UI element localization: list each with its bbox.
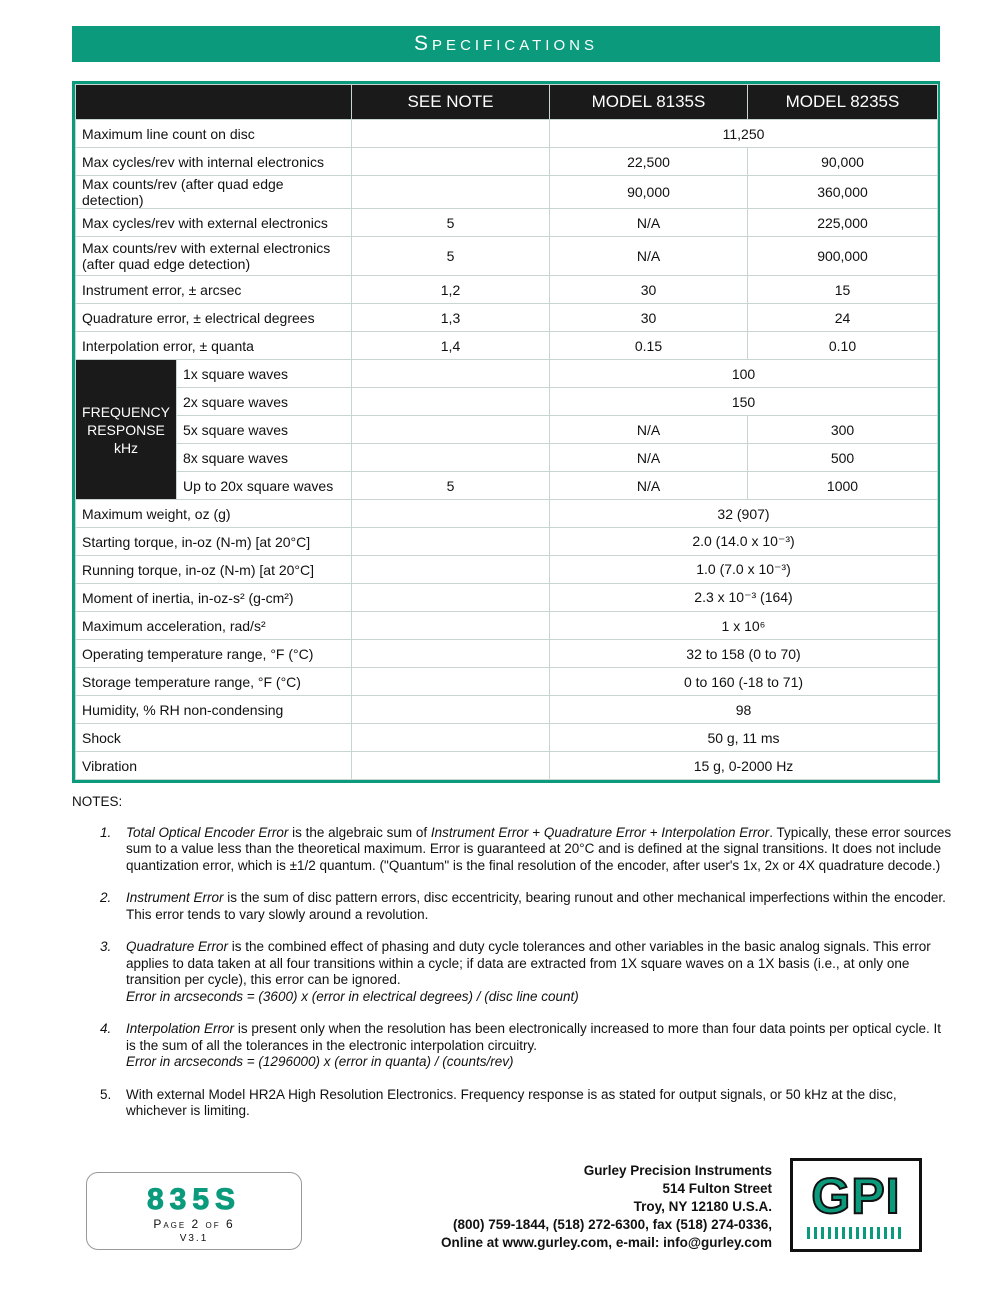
row-note: 5	[352, 209, 550, 237]
row-value-both-models: 15 g, 0-2000 Hz	[550, 752, 938, 780]
notes-section	[72, 794, 952, 1136]
row-note: 1,2	[352, 276, 550, 304]
row-value-both-models: 32 to 158 (0 to 70)	[550, 640, 938, 668]
row-value-both-models: 1 x 10⁶	[550, 612, 938, 640]
row-value-both-models: 2.3 x 10⁻³ (164)	[550, 584, 938, 612]
row-value-both-models: 2.0 (14.0 x 10⁻³)	[550, 528, 938, 556]
note-2	[100, 890, 952, 923]
table-row	[76, 444, 938, 472]
note-number: 3.	[100, 939, 112, 954]
row-note	[352, 120, 550, 148]
row-label: Quadrature error, ± electrical degrees	[76, 304, 352, 332]
row-note	[352, 584, 550, 612]
table-row	[76, 472, 938, 500]
table-row	[76, 304, 938, 332]
row-note	[352, 752, 550, 780]
row-label: Operating temperature range, °F (°C)	[76, 640, 352, 668]
row-label: Running torque, in-oz (N-m) [at 20°C]	[76, 556, 352, 584]
row-value-model-8235s: 300	[748, 416, 938, 444]
row-note	[352, 416, 550, 444]
note-number: 5.	[100, 1086, 112, 1102]
note-1	[100, 825, 952, 875]
table-row	[76, 612, 938, 640]
note-3	[100, 939, 952, 1005]
note-text	[126, 1021, 952, 1071]
note-number: 4.	[100, 1021, 112, 1036]
logo-text: GPI	[811, 1168, 901, 1224]
table-header-row	[76, 85, 938, 120]
row-note	[352, 724, 550, 752]
row-note: 1,4	[352, 332, 550, 360]
table-row	[76, 724, 938, 752]
note-formula: Error in arcseconds = (1296000) x (error in quanta) / (counts/rev)	[126, 1054, 514, 1069]
table-row	[76, 148, 938, 176]
note-term: Interpolation Error	[126, 1021, 235, 1036]
row-value-model-8235s: 360,000	[748, 176, 938, 209]
table-row	[76, 332, 938, 360]
row-value-both-models: 32 (907)	[550, 500, 938, 528]
phone-line: (800) 759-1844, (518) 272-6300, fax (518) 274-0336,	[453, 1217, 772, 1232]
header-see-note: SEE NOTE	[352, 85, 550, 120]
row-value-model-8235s: 900,000	[748, 237, 938, 276]
note-formula: Error in arcseconds = (3600) x (error in electrical degrees) / (disc line count)	[126, 988, 579, 1004]
table-row	[76, 556, 938, 584]
row-value-model-8135s: 22,500	[550, 148, 748, 176]
row-value-both-models: 50 g, 11 ms	[550, 724, 938, 752]
row-label: Interpolation error, ± quanta	[76, 332, 352, 360]
row-note	[352, 176, 550, 209]
note-term: Instrument Error	[126, 890, 224, 905]
note-number: 2.	[100, 890, 112, 905]
row-label: Maximum weight, oz (g)	[76, 500, 352, 528]
city-address: Troy, NY 12180 U.S.A.	[633, 1199, 772, 1214]
row-value-model-8235s: 90,000	[748, 148, 938, 176]
note-body: is the algebraic sum of	[288, 824, 431, 840]
model-badge	[86, 1172, 302, 1250]
note-text	[126, 825, 952, 875]
row-note	[352, 696, 550, 724]
row-value-both-models: 1.0 (7.0 x 10⁻³)	[550, 556, 938, 584]
row-label: Humidity, % RH non-condensing	[76, 696, 352, 724]
row-note: 5	[352, 472, 550, 500]
row-label: Up to 20x square waves	[177, 472, 352, 500]
row-value-model-8135s: N/A	[550, 416, 748, 444]
table-row	[76, 752, 938, 780]
row-value-model-8235s: 15	[748, 276, 938, 304]
header-blank	[76, 85, 352, 120]
table-row	[76, 668, 938, 696]
table-row	[76, 640, 938, 668]
note-body: is present only when the resolution has been electronically increased to more than four data points per optical cycle. It is the sum of all the tolerances in the electronic interpolation circuitry.	[126, 1021, 941, 1053]
specifications-banner: Specifications	[72, 26, 940, 62]
row-value-model-8235s: 225,000	[748, 209, 938, 237]
row-value-model-8235s: 1000	[748, 472, 938, 500]
row-label: Starting torque, in-oz (N-m) [at 20°C]	[76, 528, 352, 556]
row-note	[352, 640, 550, 668]
row-label: Max counts/rev with external electronics (after quad edge detection)	[76, 237, 352, 276]
note-text	[126, 939, 952, 1005]
row-label: 2x square waves	[177, 388, 352, 416]
note-term: Instrument Error + Quadrature Error + Interpolation Error	[430, 824, 770, 840]
note-body: is the sum of disc pattern errors, disc eccentricity, bearing runout and other mechanical imperfections within the encoder. This error tends to vary slowly around a revolution.	[126, 890, 946, 922]
row-label: Max cycles/rev with external electronics	[76, 209, 352, 237]
row-value-model-8135s: 30	[550, 304, 748, 332]
table-row	[76, 360, 938, 388]
online-line: Online at www.gurley.com, e-mail: info@gurley.com	[441, 1235, 772, 1250]
street-address: 514 Fulton Street	[662, 1181, 772, 1196]
row-value-model-8135s: N/A	[550, 472, 748, 500]
row-note	[352, 528, 550, 556]
row-note	[352, 388, 550, 416]
row-label: Instrument error, ± arcsec	[76, 276, 352, 304]
page-indicator: Page 2 of 6	[153, 1217, 235, 1231]
note-4	[100, 1021, 952, 1071]
company-name: Gurley Precision Instruments	[583, 1163, 772, 1178]
row-label: Maximum line count on disc	[76, 120, 352, 148]
gpi-logo	[790, 1158, 922, 1252]
header-model-8235s: MODEL 8235S	[748, 85, 938, 120]
row-value-both-models: 0 to 160 (-18 to 71)	[550, 668, 938, 696]
model-number: 835S	[146, 1183, 242, 1216]
row-note: 1,3	[352, 304, 550, 332]
note-term: Quadrature Error	[126, 939, 229, 954]
row-label: 1x square waves	[177, 360, 352, 388]
version-label: V3.1	[179, 1233, 209, 1244]
table-row	[76, 528, 938, 556]
note-text	[126, 890, 952, 923]
note-body: . Typically, these error sources sum to a value less than the theoretical maximum. Error is guaranteed at 20°C and is defined at the signal transitions. It does not include quantization error, which is ±1/2 quantum. ("Quantum" is the final resolution of the encoder, after user's 1x, 2x or 4X quadrature decode.)	[126, 824, 952, 873]
note-number: 1.	[100, 824, 112, 840]
row-label: 8x square waves	[177, 444, 352, 472]
table-row	[76, 388, 938, 416]
row-label: Shock	[76, 724, 352, 752]
row-value-model-8235s: 24	[748, 304, 938, 332]
row-label: Maximum acceleration, rad/s²	[76, 612, 352, 640]
table-row	[76, 120, 938, 148]
row-note	[352, 444, 550, 472]
header-model-8135s: MODEL 8135S	[550, 85, 748, 120]
row-label: Vibration	[76, 752, 352, 780]
row-value-both-models: 11,250	[550, 120, 938, 148]
logo-bars-icon	[807, 1227, 905, 1239]
row-note	[352, 148, 550, 176]
row-note	[352, 556, 550, 584]
note-text: With external Model HR2A High Resolution Electronics. Frequency response is as stated for output signals, or 50 kHz at the disc, whichever is limiting.	[126, 1086, 897, 1118]
row-label: Max counts/rev (after quad edge detection)	[76, 176, 352, 209]
row-value-model-8235s: 500	[748, 444, 938, 472]
row-note: 5	[352, 237, 550, 276]
note-body: is the combined effect of phasing and duty cycle tolerances and other variables in the basic analog signals. This error applies to data taken at all four transitions within a cycle; if data are extracted from 1X square waves on a 1X basis (i.e., at only one transition per cycle), this error can be ignored.	[126, 939, 931, 987]
table-row	[76, 416, 938, 444]
row-value-model-8135s: N/A	[550, 237, 748, 276]
table-row	[76, 584, 938, 612]
specifications-table	[72, 81, 940, 783]
frequency-response-label: FREQUENCY RESPONSE kHz	[76, 360, 177, 500]
note-term: Total Optical Encoder Error	[126, 824, 289, 840]
table-row	[76, 276, 938, 304]
notes-title: NOTES:	[72, 794, 123, 809]
row-value-model-8135s: 90,000	[550, 176, 748, 209]
table-row	[76, 176, 938, 209]
row-value-both-models: 150	[550, 388, 938, 416]
row-label: Storage temperature range, °F (°C)	[76, 668, 352, 696]
row-value-model-8135s: N/A	[550, 209, 748, 237]
table-row	[76, 500, 938, 528]
row-label: Moment of inertia, in-oz-s² (g-cm²)	[76, 584, 352, 612]
row-note	[352, 668, 550, 696]
row-label: Max cycles/rev with internal electronics	[76, 148, 352, 176]
row-value-both-models: 98	[550, 696, 938, 724]
row-value-model-8135s: 30	[550, 276, 748, 304]
table-row	[76, 696, 938, 724]
company-address	[352, 1162, 772, 1252]
row-value-model-8235s: 0.10	[748, 332, 938, 360]
row-note	[352, 612, 550, 640]
row-value-model-8135s: N/A	[550, 444, 748, 472]
row-label: 5x square waves	[177, 416, 352, 444]
row-value-model-8135s: 0.15	[550, 332, 748, 360]
row-note	[352, 360, 550, 388]
table-row	[76, 237, 938, 276]
note-5	[100, 1087, 952, 1120]
row-note	[352, 500, 550, 528]
row-value-both-models: 100	[550, 360, 938, 388]
table-row	[76, 209, 938, 237]
